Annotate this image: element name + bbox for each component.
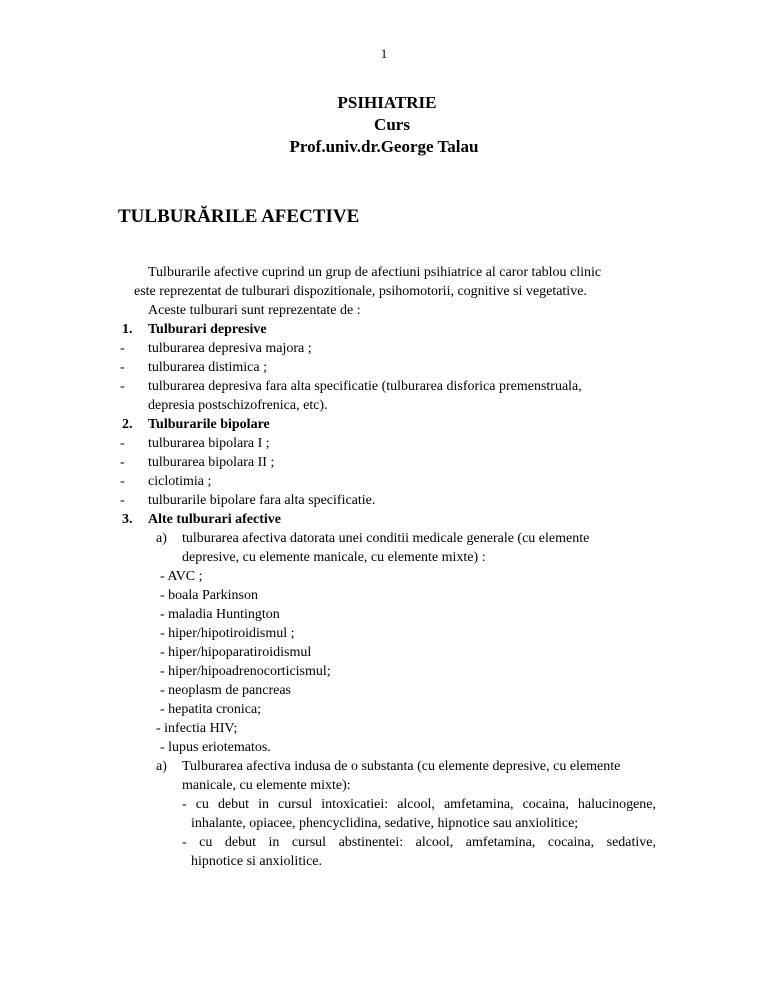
list-marker: 3.: [122, 512, 133, 527]
substance-line: inhalante, opiacee, phencyclidina, sedative, hipnotice sau anxiolitice;: [191, 816, 579, 831]
dash-marker: -: [120, 379, 125, 394]
header-author: Prof.univ.dr.George Talau: [289, 137, 479, 156]
list-title: Tulburari depresive: [148, 322, 267, 337]
list-item: tulburarea depresiva fara alta specificatie (tulburarea disforica premenstruala,: [148, 379, 582, 394]
page-number: 1: [380, 46, 388, 61]
list-item: tulburarile bipolare fara alta specificatie.: [148, 493, 376, 508]
substance-line: - cu debut in cursul abstinentei: alcool, amfetamina, cocaina, sedative,: [182, 835, 656, 850]
dash-marker: -: [120, 341, 125, 356]
sub-marker: a): [156, 759, 167, 774]
condition-item: - hiper/hipoadrenocorticismul;: [160, 664, 331, 679]
list-marker: 2.: [122, 417, 133, 432]
sub-item-line: tulburarea afectiva datorata unei conditii medicale generale (cu elemente: [182, 531, 590, 546]
substance-line: hipnotice si anxiolitice.: [191, 854, 323, 869]
condition-item: - maladia Huntington: [160, 607, 280, 622]
list-item-continuation: depresia postschizofrenica, etc).: [148, 398, 328, 413]
list-item: tulburarea distimica ;: [148, 360, 267, 375]
dash-marker: -: [120, 455, 125, 470]
list-marker: 1.: [122, 322, 133, 337]
header-type: Curs: [374, 115, 410, 134]
dash-marker: -: [120, 474, 125, 489]
list-title: Alte tulburari afective: [148, 512, 281, 527]
condition-item: - hiper/hipotiroidismul ;: [160, 626, 295, 641]
dash-marker: -: [120, 360, 125, 375]
list-item: tulburarea depresiva majora ;: [148, 341, 312, 356]
dash-marker: -: [120, 493, 125, 508]
intro-line: Tulburarile afective cuprind un grup de afectiuni psihiatrice al caror tablou clinic: [148, 265, 602, 280]
section-title: TULBURĂRILE AFECTIVE: [118, 206, 360, 227]
condition-item: - neoplasm de pancreas: [160, 683, 291, 698]
dash-marker: -: [120, 436, 125, 451]
sub-item-line: manicale, cu elemente mixte):: [182, 778, 351, 793]
sub-marker: a): [156, 531, 167, 546]
condition-item: - infectia HIV;: [156, 721, 238, 736]
list-item: tulburarea bipolara I ;: [148, 436, 270, 451]
intro-line: este reprezentat de tulburari dispozitionale, psihomotorii, cognitive si vegetative.: [134, 284, 587, 299]
list-title: Tulburarile bipolare: [148, 417, 270, 432]
document-header: [0, 92, 768, 158]
sub-item-line: depresive, cu elemente manicale, cu elemente mixte) :: [182, 550, 486, 565]
list-item: tulburarea bipolara II ;: [148, 455, 275, 470]
condition-item: - hepatita cronica;: [160, 702, 262, 717]
condition-item: - AVC ;: [160, 569, 203, 584]
intro-line: Aceste tulburari sunt reprezentate de :: [148, 303, 361, 318]
condition-item: - lupus eriotematos.: [160, 740, 271, 755]
sub-item-line: Tulburarea afectiva indusa de o substanta (cu elemente depresive, cu elemente: [182, 759, 621, 774]
list-item: ciclotimia ;: [148, 474, 212, 489]
substance-line: - cu debut in cursul intoxicatiei: alcool, amfetamina, cocaina, halucinogene,: [182, 797, 656, 812]
header-subject: PSIHIATRIE: [337, 93, 437, 112]
condition-item: - hiper/hipoparatiroidismul: [160, 645, 312, 660]
condition-item: - boala Parkinson: [160, 588, 258, 603]
